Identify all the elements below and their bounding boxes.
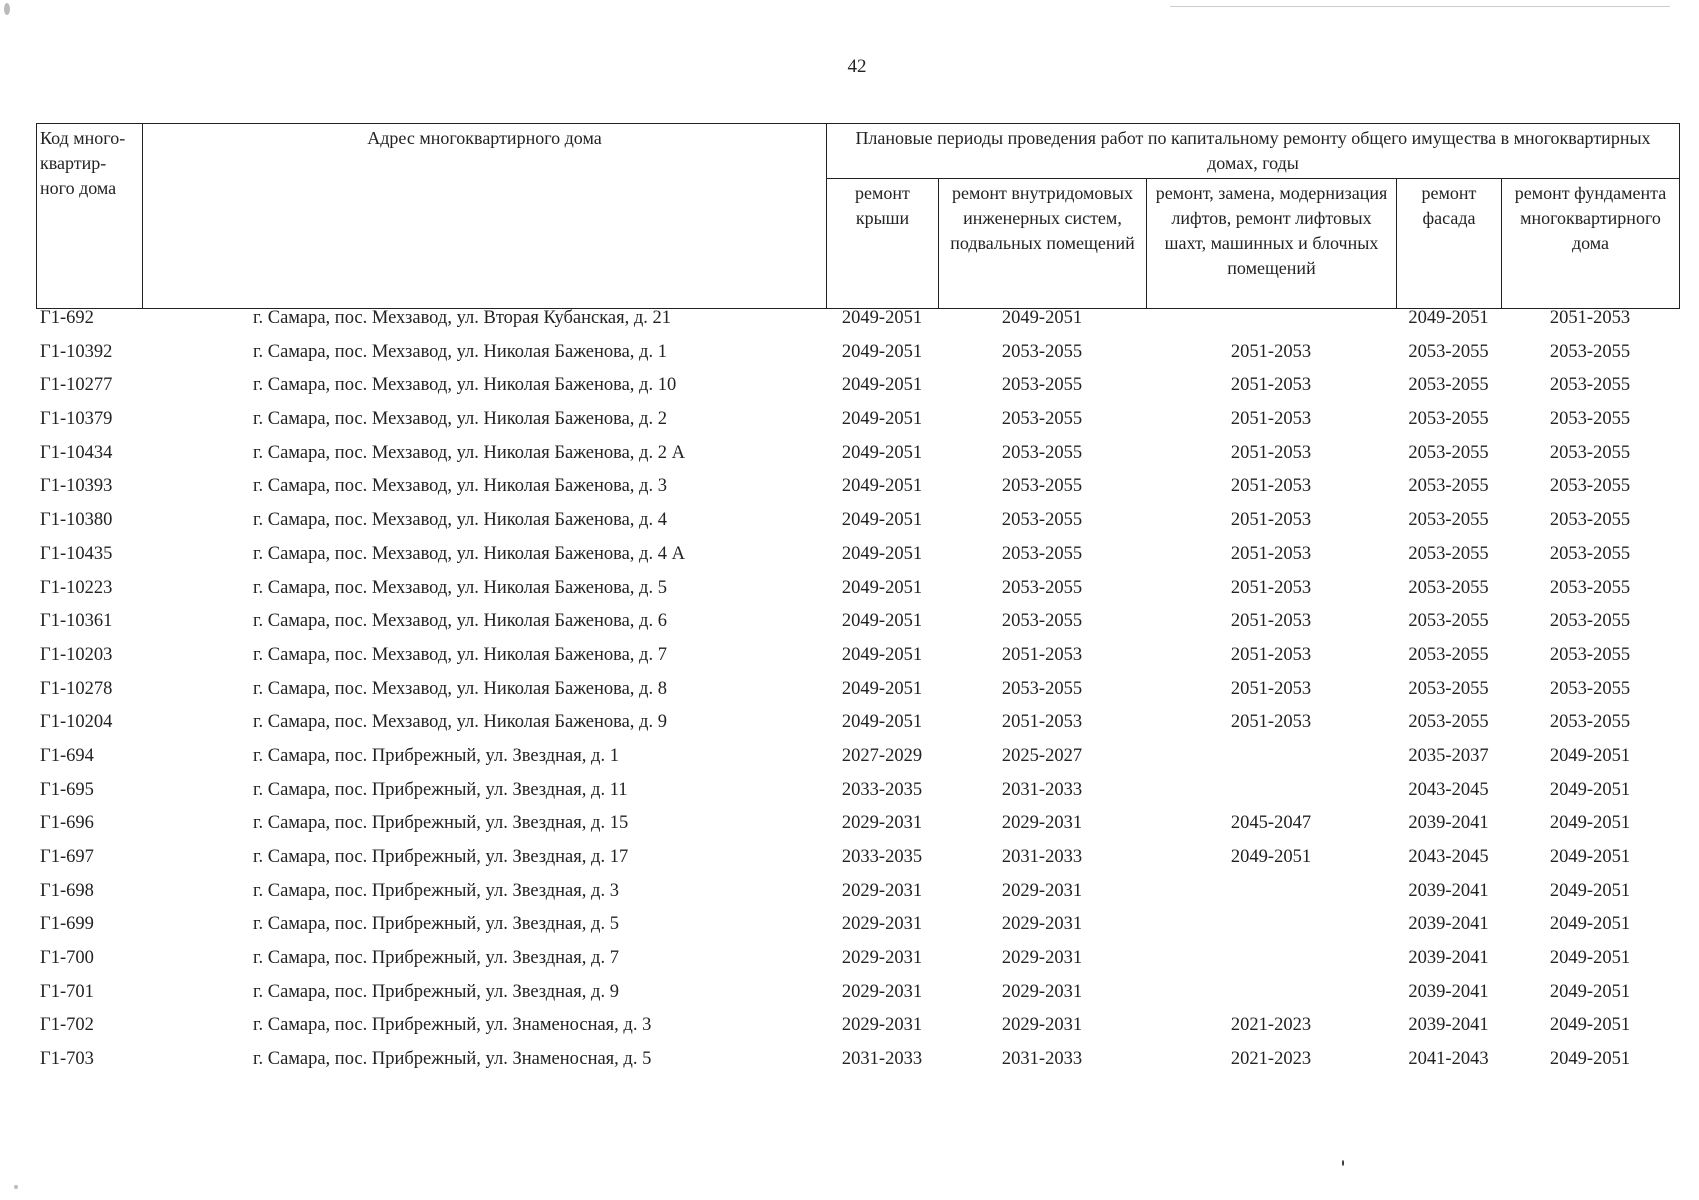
cell-facade: 2035-2037 bbox=[1408, 745, 1489, 766]
cell-foundation: 2053-2055 bbox=[1549, 341, 1631, 362]
cell-foundation: 2049-2051 bbox=[1549, 948, 1631, 969]
cell-roof: 2049-2051 bbox=[841, 375, 923, 396]
cell-elevators: 2051-2053 bbox=[1230, 341, 1312, 362]
cell-engineering: 2053-2055 bbox=[1001, 678, 1083, 699]
cell-facade: 2053-2055 bbox=[1408, 644, 1489, 665]
cell-code: Г1-692 bbox=[40, 308, 94, 328]
cell-address: г. Самара, пос. Мехзавод, ул. Николая Баженова, д. 6 bbox=[253, 611, 667, 632]
cell-foundation: 2049-2051 bbox=[1549, 779, 1631, 800]
table-row bbox=[36, 980, 1679, 1014]
cell-facade: 2039-2041 bbox=[1408, 880, 1489, 901]
cell-address: г. Самара, пос. Мехзавод, ул. Николая Баженова, д. 10 bbox=[253, 375, 677, 396]
table-row bbox=[36, 1013, 1679, 1047]
table-rows bbox=[36, 306, 1679, 1081]
cell-foundation: 2049-2051 bbox=[1549, 745, 1631, 766]
cell-foundation: 2049-2051 bbox=[1549, 880, 1631, 901]
cell-elevators: 2051-2053 bbox=[1230, 375, 1312, 396]
cell-facade: 2039-2041 bbox=[1408, 981, 1489, 1002]
table-row bbox=[36, 744, 1679, 778]
cell-elevators bbox=[1146, 778, 1396, 812]
cell-address: г. Самара, пос. Прибрежный, ул. Звездная, д. 7 bbox=[253, 948, 619, 969]
cell-engineering: 2053-2055 bbox=[1001, 375, 1083, 396]
cell-engineering: 2025-2027 bbox=[1001, 745, 1083, 766]
cell-elevators: 2051-2053 bbox=[1230, 476, 1312, 497]
cell-engineering: 2053-2055 bbox=[1001, 510, 1083, 531]
cell-code: Г1-697 bbox=[40, 847, 94, 867]
cell-address: г. Самара, пос. Мехзавод, ул. Николая Баженова, д. 3 bbox=[253, 476, 667, 497]
cell-address: г. Самара, пос. Мехзавод, ул. Вторая Кубанская, д. 21 bbox=[253, 308, 672, 328]
cell-code: Г1-10379 bbox=[40, 409, 113, 430]
cell-roof: 2029-2031 bbox=[841, 813, 923, 834]
header-facade: ремонт фасада bbox=[1397, 179, 1502, 309]
cell-elevators: 2045-2047 bbox=[1230, 813, 1312, 834]
cell-facade: 2053-2055 bbox=[1408, 375, 1489, 396]
cell-code: Г1-10203 bbox=[40, 644, 113, 665]
cell-roof: 2029-2031 bbox=[841, 880, 923, 901]
cell-roof: 2049-2051 bbox=[841, 712, 923, 733]
cell-elevators: 2051-2053 bbox=[1230, 543, 1312, 564]
cell-engineering: 2053-2055 bbox=[1001, 442, 1083, 463]
cell-engineering: 2053-2055 bbox=[1001, 611, 1083, 632]
cell-facade: 2043-2045 bbox=[1408, 847, 1489, 867]
cell-foundation: 2053-2055 bbox=[1549, 644, 1631, 665]
cell-engineering: 2031-2033 bbox=[1001, 779, 1083, 800]
cell-elevators bbox=[1146, 912, 1396, 946]
cell-elevators: 2051-2053 bbox=[1230, 409, 1312, 430]
table-row bbox=[36, 912, 1679, 946]
table-row bbox=[36, 845, 1679, 879]
cell-address: г. Самара, пос. Прибрежный, ул. Звездная, д. 1 bbox=[253, 745, 619, 766]
cell-elevators: 2051-2053 bbox=[1230, 644, 1312, 665]
cell-foundation: 2053-2055 bbox=[1549, 375, 1631, 396]
cell-code: Г1-694 bbox=[40, 745, 94, 766]
cell-engineering: 2029-2031 bbox=[1001, 948, 1083, 969]
cell-roof: 2049-2051 bbox=[841, 476, 923, 497]
table-row bbox=[36, 373, 1679, 407]
cell-foundation: 2053-2055 bbox=[1549, 442, 1631, 463]
cell-code: Г1-10393 bbox=[40, 476, 113, 497]
cell-engineering: 2051-2053 bbox=[1001, 644, 1083, 665]
cell-elevators bbox=[1146, 980, 1396, 1014]
cell-facade: 2049-2051 bbox=[1408, 308, 1489, 328]
table-row bbox=[36, 879, 1679, 913]
cell-roof: 2027-2029 bbox=[841, 745, 923, 766]
cell-roof: 2033-2035 bbox=[841, 779, 923, 800]
cell-elevators: 2021-2023 bbox=[1230, 1015, 1312, 1036]
cell-engineering: 2053-2055 bbox=[1001, 476, 1083, 497]
cell-roof: 2049-2051 bbox=[841, 510, 923, 531]
cell-code: Г1-702 bbox=[40, 1015, 94, 1036]
cell-code: Г1-698 bbox=[40, 880, 94, 901]
cell-elevators: 2051-2053 bbox=[1230, 442, 1312, 463]
cell-engineering: 2029-2031 bbox=[1001, 981, 1083, 1002]
cell-address: г. Самара, пос. Прибрежный, ул. Звездная, д. 17 bbox=[253, 847, 629, 867]
cell-roof: 2049-2051 bbox=[841, 644, 923, 665]
cell-elevators: 2051-2053 bbox=[1230, 712, 1312, 733]
cell-engineering: 2031-2033 bbox=[1001, 847, 1083, 867]
cell-foundation: 2053-2055 bbox=[1549, 712, 1631, 733]
table-row bbox=[36, 474, 1679, 508]
cell-elevators bbox=[1146, 946, 1396, 980]
cell-address: г. Самара, пос. Мехзавод, ул. Николая Баженова, д. 5 bbox=[253, 577, 667, 598]
cell-elevators: 2051-2053 bbox=[1230, 611, 1312, 632]
cell-foundation: 2049-2051 bbox=[1549, 1049, 1631, 1070]
cell-code: Г1-10392 bbox=[40, 341, 113, 362]
cell-address: г. Самара, пос. Прибрежный, ул. Звездная, д. 15 bbox=[253, 813, 629, 834]
cell-address: г. Самара, пос. Мехзавод, ул. Николая Баженова, д. 2 А bbox=[253, 442, 685, 463]
cell-facade: 2053-2055 bbox=[1408, 442, 1489, 463]
cell-foundation: 2053-2055 bbox=[1549, 678, 1631, 699]
cell-code: Г1-695 bbox=[40, 779, 94, 800]
cell-code: Г1-701 bbox=[40, 981, 94, 1002]
cell-engineering: 2051-2053 bbox=[1001, 712, 1083, 733]
cell-roof: 2033-2035 bbox=[841, 847, 923, 867]
cell-facade: 2039-2041 bbox=[1408, 914, 1489, 935]
scan-artifact-speck bbox=[14, 1185, 18, 1189]
cell-elevators: 2051-2053 bbox=[1230, 678, 1312, 699]
cell-engineering: 2029-2031 bbox=[1001, 914, 1083, 935]
cell-address: г. Самара, пос. Мехзавод, ул. Николая Баженова, д. 8 bbox=[253, 678, 667, 699]
cell-roof: 2049-2051 bbox=[841, 341, 923, 362]
header-foundation: ремонт фундамента многоквартирного дома bbox=[1502, 179, 1680, 309]
header-engineering: ремонт внутридомовых инженерных систем, подвальных помещений bbox=[939, 179, 1147, 309]
scan-artifact-speck bbox=[1342, 1160, 1344, 1166]
cell-address: г. Самара, пос. Мехзавод, ул. Николая Баженова, д. 4 bbox=[253, 510, 667, 531]
scan-artifact-line bbox=[1170, 6, 1670, 7]
cell-address: г. Самара, пос. Прибрежный, ул. Звездная, д. 5 bbox=[253, 914, 619, 935]
cell-address: г. Самара, пос. Мехзавод, ул. Николая Баженова, д. 9 bbox=[253, 712, 667, 733]
cell-address: г. Самара, пос. Прибрежный, ул. Знаменосная, д. 5 bbox=[253, 1049, 652, 1070]
cell-code: Г1-10204 bbox=[40, 712, 113, 733]
cell-facade: 2039-2041 bbox=[1408, 1015, 1489, 1036]
cell-roof: 2029-2031 bbox=[841, 948, 923, 969]
cell-code: Г1-10434 bbox=[40, 442, 113, 463]
header-code: Код много-квартир-ного дома bbox=[37, 124, 143, 309]
cell-facade: 2053-2055 bbox=[1408, 543, 1489, 564]
cell-engineering: 2053-2055 bbox=[1001, 409, 1083, 430]
cell-address: г. Самара, пос. Мехзавод, ул. Николая Баженова, д. 1 bbox=[253, 341, 667, 362]
cell-facade: 2041-2043 bbox=[1408, 1049, 1489, 1070]
cell-foundation: 2053-2055 bbox=[1549, 543, 1631, 564]
cell-code: Г1-700 bbox=[40, 948, 94, 969]
cell-elevators bbox=[1146, 744, 1396, 778]
cell-elevators: 2051-2053 bbox=[1230, 510, 1312, 531]
table-row bbox=[36, 542, 1679, 576]
header-elevators: ремонт, замена, модернизация лифтов, ремонт лифтовых шахт, машинных и блочных помещений bbox=[1147, 179, 1397, 309]
cell-facade: 2043-2045 bbox=[1408, 779, 1489, 800]
cell-code: Г1-10380 bbox=[40, 510, 113, 531]
cell-engineering: 2053-2055 bbox=[1001, 577, 1083, 598]
cell-roof: 2049-2051 bbox=[841, 543, 923, 564]
cell-facade: 2053-2055 bbox=[1408, 712, 1489, 733]
table-row bbox=[36, 576, 1679, 610]
cell-roof: 2049-2051 bbox=[841, 678, 923, 699]
cell-address: г. Самара, пос. Прибрежный, ул. Звездная, д. 11 bbox=[253, 779, 628, 800]
table-row bbox=[36, 306, 1679, 340]
cell-facade: 2053-2055 bbox=[1408, 341, 1489, 362]
header-periods-group: Плановые периоды проведения работ по капитальному ремонту общего имущества в многоквартирных домах, годы bbox=[827, 124, 1680, 179]
cell-engineering: 2053-2055 bbox=[1001, 341, 1083, 362]
cell-foundation: 2053-2055 bbox=[1549, 577, 1631, 598]
scan-artifact-speck bbox=[4, 3, 10, 15]
cell-foundation: 2049-2051 bbox=[1549, 847, 1631, 867]
cell-address: г. Самара, пос. Прибрежный, ул. Звездная, д. 9 bbox=[253, 981, 619, 1002]
cell-address: г. Самара, пос. Мехзавод, ул. Николая Баженова, д. 2 bbox=[253, 409, 667, 430]
cell-facade: 2053-2055 bbox=[1408, 611, 1489, 632]
table-row bbox=[36, 609, 1679, 643]
cell-engineering: 2053-2055 bbox=[1001, 543, 1083, 564]
cell-elevators bbox=[1146, 306, 1396, 340]
table-row bbox=[36, 778, 1679, 812]
table-row bbox=[36, 677, 1679, 711]
cell-roof: 2049-2051 bbox=[841, 577, 923, 598]
cell-foundation: 2053-2055 bbox=[1549, 611, 1631, 632]
table-row bbox=[36, 1047, 1679, 1081]
cell-facade: 2053-2055 bbox=[1408, 577, 1489, 598]
cell-roof: 2049-2051 bbox=[841, 308, 923, 328]
cell-facade: 2053-2055 bbox=[1408, 510, 1489, 531]
cell-facade: 2053-2055 bbox=[1408, 678, 1489, 699]
cell-roof: 2049-2051 bbox=[841, 442, 923, 463]
cell-foundation: 2053-2055 bbox=[1549, 510, 1631, 531]
cell-code: Г1-699 bbox=[40, 914, 94, 935]
cell-elevators: 2051-2053 bbox=[1230, 577, 1312, 598]
cell-foundation: 2053-2055 bbox=[1549, 409, 1631, 430]
cell-engineering: 2029-2031 bbox=[1001, 1015, 1083, 1036]
cell-roof: 2029-2031 bbox=[841, 981, 923, 1002]
cell-address: г. Самара, пос. Прибрежный, ул. Знаменосная, д. 3 bbox=[253, 1015, 652, 1036]
table-row bbox=[36, 508, 1679, 542]
cell-foundation: 2049-2051 bbox=[1549, 981, 1631, 1002]
table-header bbox=[36, 123, 1680, 309]
table-row bbox=[36, 441, 1679, 475]
cell-code: Г1-703 bbox=[40, 1049, 94, 1070]
cell-roof: 2049-2051 bbox=[841, 611, 923, 632]
cell-engineering: 2049-2051 bbox=[1001, 308, 1083, 328]
cell-foundation: 2049-2051 bbox=[1549, 1015, 1631, 1036]
cell-roof: 2029-2031 bbox=[841, 1015, 923, 1036]
cell-facade: 2039-2041 bbox=[1408, 813, 1489, 834]
table-row bbox=[36, 811, 1679, 845]
cell-elevators: 2049-2051 bbox=[1230, 847, 1312, 867]
cell-foundation: 2049-2051 bbox=[1549, 914, 1631, 935]
cell-roof: 2029-2031 bbox=[841, 914, 923, 935]
cell-facade: 2053-2055 bbox=[1408, 476, 1489, 497]
page-number: 42 bbox=[847, 56, 867, 77]
cell-roof: 2049-2051 bbox=[841, 409, 923, 430]
cell-code: Г1-10223 bbox=[40, 577, 113, 598]
cell-engineering: 2031-2033 bbox=[1001, 1049, 1083, 1070]
cell-engineering: 2029-2031 bbox=[1001, 880, 1083, 901]
cell-facade: 2053-2055 bbox=[1408, 409, 1489, 430]
header-address: Адрес многоквартирного дома bbox=[143, 124, 827, 309]
cell-address: г. Самара, пос. Мехзавод, ул. Николая Баженова, д. 4 А bbox=[253, 543, 685, 564]
cell-code: Г1-10277 bbox=[40, 375, 113, 396]
table-row bbox=[36, 340, 1679, 374]
cell-address: г. Самара, пос. Прибрежный, ул. Звездная, д. 3 bbox=[253, 880, 619, 901]
cell-code: Г1-696 bbox=[40, 813, 94, 834]
cell-roof: 2031-2033 bbox=[841, 1049, 923, 1070]
table-row bbox=[36, 643, 1679, 677]
cell-engineering: 2029-2031 bbox=[1001, 813, 1083, 834]
table-body bbox=[36, 306, 1679, 1081]
cell-code: Г1-10278 bbox=[40, 678, 113, 699]
cell-foundation: 2053-2055 bbox=[1549, 476, 1631, 497]
table-row bbox=[36, 407, 1679, 441]
cell-elevators: 2021-2023 bbox=[1230, 1049, 1312, 1070]
cell-code: Г1-10435 bbox=[40, 543, 113, 564]
cell-address: г. Самара, пос. Мехзавод, ул. Николая Баженова, д. 7 bbox=[253, 644, 667, 665]
table-row bbox=[36, 710, 1679, 744]
cell-facade: 2039-2041 bbox=[1408, 948, 1489, 969]
cell-code: Г1-10361 bbox=[40, 611, 113, 632]
cell-elevators bbox=[1146, 879, 1396, 913]
table-row bbox=[36, 946, 1679, 980]
cell-foundation: 2049-2051 bbox=[1549, 813, 1631, 834]
header-roof: ремонт крыши bbox=[827, 179, 939, 309]
cell-foundation: 2051-2053 bbox=[1549, 308, 1631, 328]
